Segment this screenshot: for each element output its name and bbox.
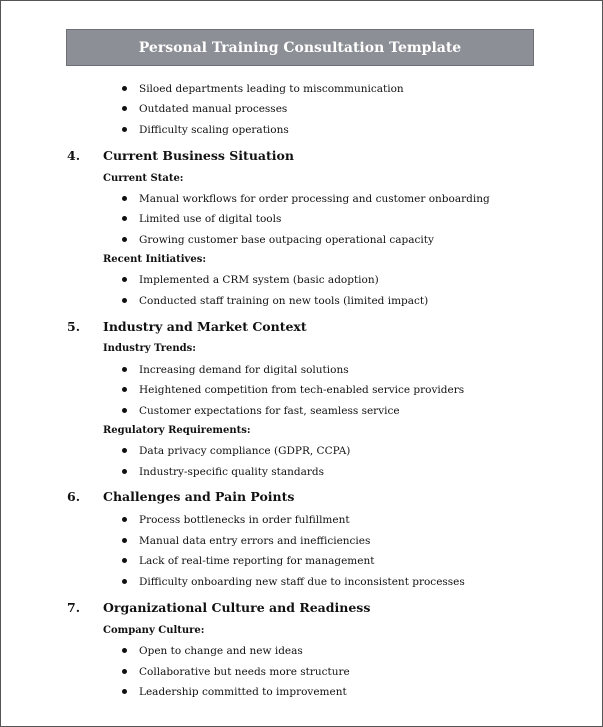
section-number: 7. [67, 600, 81, 615]
bullet-icon [122, 579, 127, 584]
bullet-icon [122, 106, 127, 111]
section-number: 4. [67, 148, 81, 163]
bullet-icon [122, 408, 127, 413]
bullet-icon [122, 517, 127, 522]
bullet-icon [122, 237, 127, 242]
bullet-icon [122, 538, 127, 543]
bullet-icon [122, 298, 127, 303]
bullet-icon [122, 689, 127, 694]
section-title: Organizational Culture and Readiness [103, 600, 371, 615]
document-title-banner [66, 29, 534, 66]
bullet-icon [122, 127, 127, 132]
bullet-icon [122, 216, 127, 221]
bullet-icon [122, 558, 127, 563]
bullet-icon [122, 367, 127, 372]
bullet-icon [122, 277, 127, 282]
section-title: Challenges and Pain Points [103, 489, 295, 504]
section-number: 6. [67, 489, 81, 504]
bullet-icon [122, 448, 127, 453]
bullet-icon [122, 387, 127, 392]
bullet-icon [122, 196, 127, 201]
section-number: 5. [67, 319, 81, 334]
bullet-icon [122, 86, 127, 91]
section-title: Current Business Situation [103, 148, 294, 163]
bullet-icon [122, 669, 127, 674]
bullet-icon [122, 469, 127, 474]
bullet-icon [122, 648, 127, 653]
section-title: Industry and Market Context [103, 319, 307, 334]
document-title: Personal Training Consultation Template [138, 39, 462, 56]
